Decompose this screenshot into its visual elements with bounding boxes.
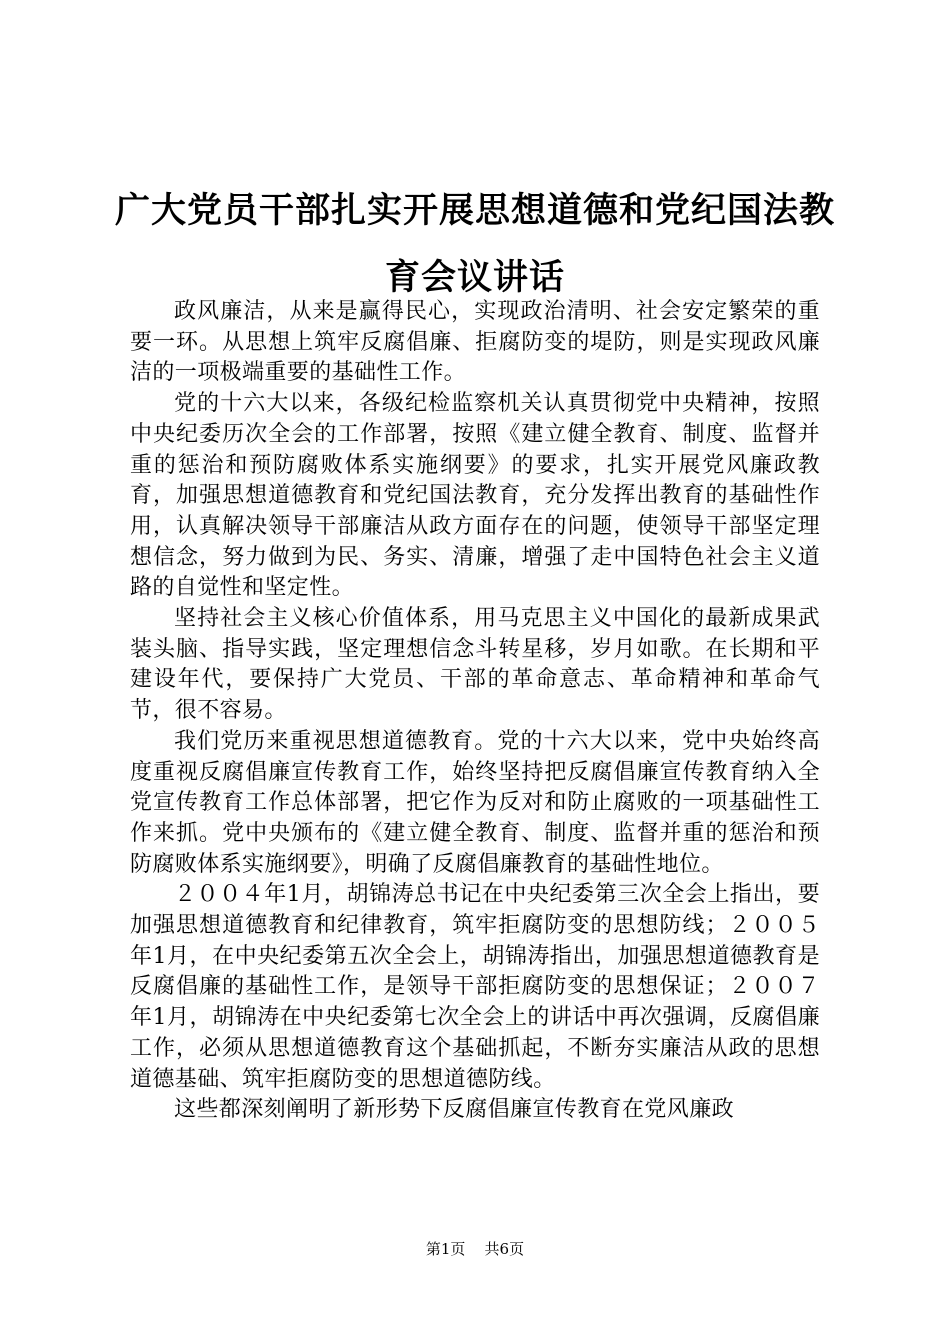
- document-title: 广大党员干部扎实开展思想道德和党纪国法教育会议讲话: [114, 191, 835, 298]
- body-paragraph-2: 党的十六大以来，各级纪检监察机关认真贯彻党中央精神，按照中央纪委历次全会的工作部署，按照《建立健全教育、制度、监督并重的惩治和预防腐败体系实施纲要》的要求，扎实开展党风廉政教育，加强思想道德教育和党纪国法教育，充分发挥出教育的基础性作用，认真解决领导干部廉洁从政方面存在的问题，使领导干部坚定理想信念，努力做到为民、务实、清廉，增强了走中国特色社会主义道路的自觉性和坚定性。: [130, 391, 820, 601]
- page-total: 共6页: [484, 1240, 525, 1258]
- page-number: 第1页: [425, 1240, 466, 1258]
- body-paragraph-1: 政风廉洁，从来是赢得民心，实现政治清明、社会安定繁荣的重要一环。从思想上筑牢反腐倡廉、拒腐防变的堤防，则是实现政风廉洁的一项极端重要的基础性工作。: [130, 299, 820, 386]
- body-paragraph-6: 这些都深刻阐明了新形势下反腐倡廉宣传教育在党风廉政: [174, 1097, 735, 1123]
- body-paragraph-4: 我们党历来重视思想道德教育。党的十六大以来，党中央始终高度重视反腐倡廉宣传教育工作，始终坚持把反腐倡廉宣传教育纳入全党宣传教育工作总体部署，把它作为反对和防止腐败的一项基础性工作来抓。党中央颁布的《建立健全教育、制度、监督并重的惩治和预防腐败体系实施纲要》，明确了反腐倡廉教育的基础性地位。: [130, 728, 820, 877]
- document-body: [130, 297, 820, 1126]
- body-paragraph-5: ２００４年1月，胡锦涛总书记在中央纪委第三次全会上指出，要加强思想道德教育和纪律教育，筑牢拒腐防变的思想防线；２００５年1月，在中央纪委第五次全会上，胡锦涛指出，加强思想道德教育是反腐倡廉的基础性工作，是领导干部拒腐防变的思想保证；２００７年1月，胡锦涛在中央纪委第七次全会上的讲话中再次强调，反腐倡廉工作，必须从思想道德教育这个基础抓起，不断夯实廉洁从政的思想道德基础、筑牢拒腐防变的思想道德防线。: [130, 882, 820, 1092]
- page-footer: [0, 1239, 950, 1259]
- body-paragraph-3: 坚持社会主义核心价值体系，用马克思主义中国化的最新成果武装头脑、指导实践，坚定理想信念斗转星移，岁月如歌。在长期和平建设年代，要保持广大党员、干部的革命意志、革命精神和革命气节，很不容易。: [130, 606, 820, 724]
